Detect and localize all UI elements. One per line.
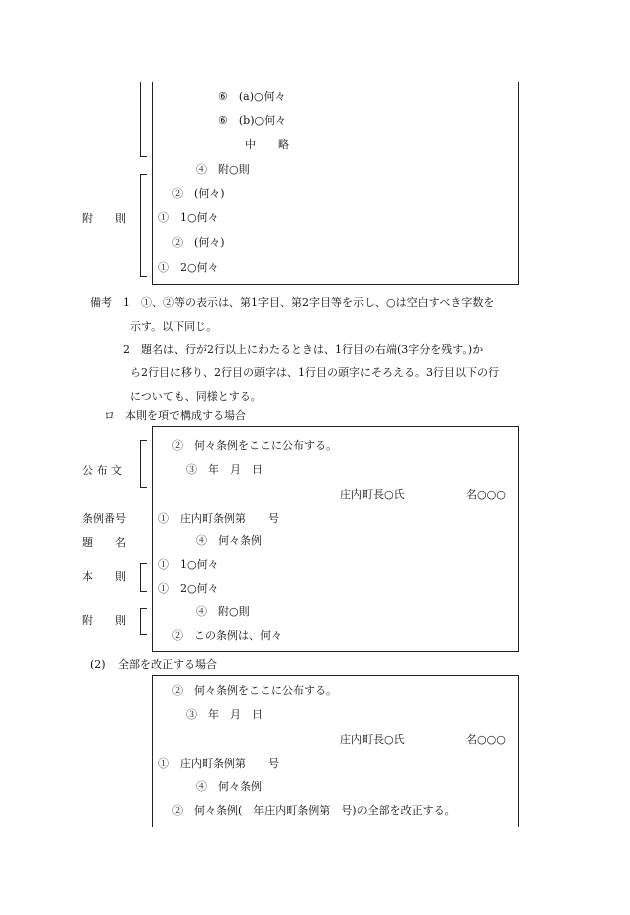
remarks-label: 備考 xyxy=(90,296,112,309)
section2-box-right xyxy=(518,675,519,827)
ordinance-number-line: ① 庄内町条例第 号 xyxy=(158,512,279,525)
ro-box-right xyxy=(518,426,519,652)
remark-2-number: 2 xyxy=(123,343,130,356)
appendix-row-2-ro: ② この条例は、何々 xyxy=(172,629,282,642)
box-left-border xyxy=(152,82,153,285)
appendix-label: 附 則 xyxy=(82,212,126,225)
title-line: ④ 何々条例 xyxy=(196,534,262,547)
appendix-row-1-ro: ④ 附○則 xyxy=(196,605,250,618)
s2-mayor-name: 名○○○ xyxy=(466,733,506,746)
bracket-main-tail xyxy=(140,82,147,157)
label-promulgation: 公 布 文 xyxy=(82,464,122,477)
ro-box-left xyxy=(152,426,153,652)
label-main: 本 則 xyxy=(82,570,126,583)
main-row-2: ① 2○何々 xyxy=(158,582,219,595)
appendix-row-5: ① 2○何々 xyxy=(158,261,219,274)
box-bottom-border xyxy=(152,284,519,285)
row-omitted: 中 略 xyxy=(245,138,289,151)
bracket-appendix-ro xyxy=(140,608,147,635)
s2-title-line: ④ 何々条例 xyxy=(196,780,262,793)
date-line: ③ 年 月 日 xyxy=(186,463,263,476)
appendix-row-2: ② (何々) xyxy=(172,187,225,200)
s2-revision-line: ② 何々条例( 年庄内町条例第 号)の全部を改正する。 xyxy=(172,804,456,817)
s2-date-line: ③ 年 月 日 xyxy=(186,708,263,721)
section2-box-left xyxy=(152,675,153,827)
appendix-row-3: ① 1○何々 xyxy=(158,211,219,224)
label-ordinance-number: 条例番号 xyxy=(82,512,126,525)
appendix-row-4: ② (何々) xyxy=(172,236,225,249)
remark-1-line-1: ①、②等の表示は、第1字目、第2字目等を示し、○は空白すべき字数を xyxy=(141,296,495,309)
bracket-main xyxy=(140,563,147,592)
s2-ordinance-number-line: ① 庄内町条例第 号 xyxy=(158,757,279,770)
bracket-promulgation xyxy=(140,440,147,488)
bracket-appendix xyxy=(140,174,147,277)
mayor: 庄内町長○氏 xyxy=(340,488,405,501)
row-6a: ⑥ (a)○何々 xyxy=(218,90,286,103)
box-right-border xyxy=(518,82,519,285)
label-appendix: 附 則 xyxy=(82,614,126,627)
s2-promulgation-line: ② 何々条例をここに公布する。 xyxy=(172,684,337,697)
section-2-heading: 全部を改正する場合 xyxy=(118,658,217,671)
ro-box-bottom xyxy=(152,651,519,652)
appendix-row-1: ④ 附○則 xyxy=(196,163,250,176)
promulgation-line: ② 何々条例をここに公布する。 xyxy=(172,439,337,452)
section-2-number: (2) xyxy=(90,658,106,671)
section2-box-top xyxy=(152,675,519,676)
mayor-name: 名○○○ xyxy=(466,488,506,501)
label-title: 題 名 xyxy=(82,536,126,549)
section-ro-heading: 本則を項で構成する場合 xyxy=(125,409,246,422)
section-ro-mark: ロ xyxy=(104,409,115,422)
s2-mayor: 庄内町長○氏 xyxy=(340,733,405,746)
remark-2-line-1: 題名は、行が2行以上にわたるときは、1行目の右端(3字分を残す。)か xyxy=(141,343,484,356)
main-row-1: ① 1○何々 xyxy=(158,558,219,571)
ro-box-top xyxy=(152,426,519,427)
remark-2-line-3: についても、同様とする。 xyxy=(130,390,262,403)
remark-1-number: 1 xyxy=(123,296,130,309)
remark-1-line-2: 示す。以下同じ。 xyxy=(130,320,218,333)
remark-2-line-2: ら2行目に移り、2行目の頭字は、1行目の頭字にそろえる。3行目以下の行 xyxy=(130,366,499,379)
row-6b: ⑥ (b)○何々 xyxy=(218,114,287,127)
